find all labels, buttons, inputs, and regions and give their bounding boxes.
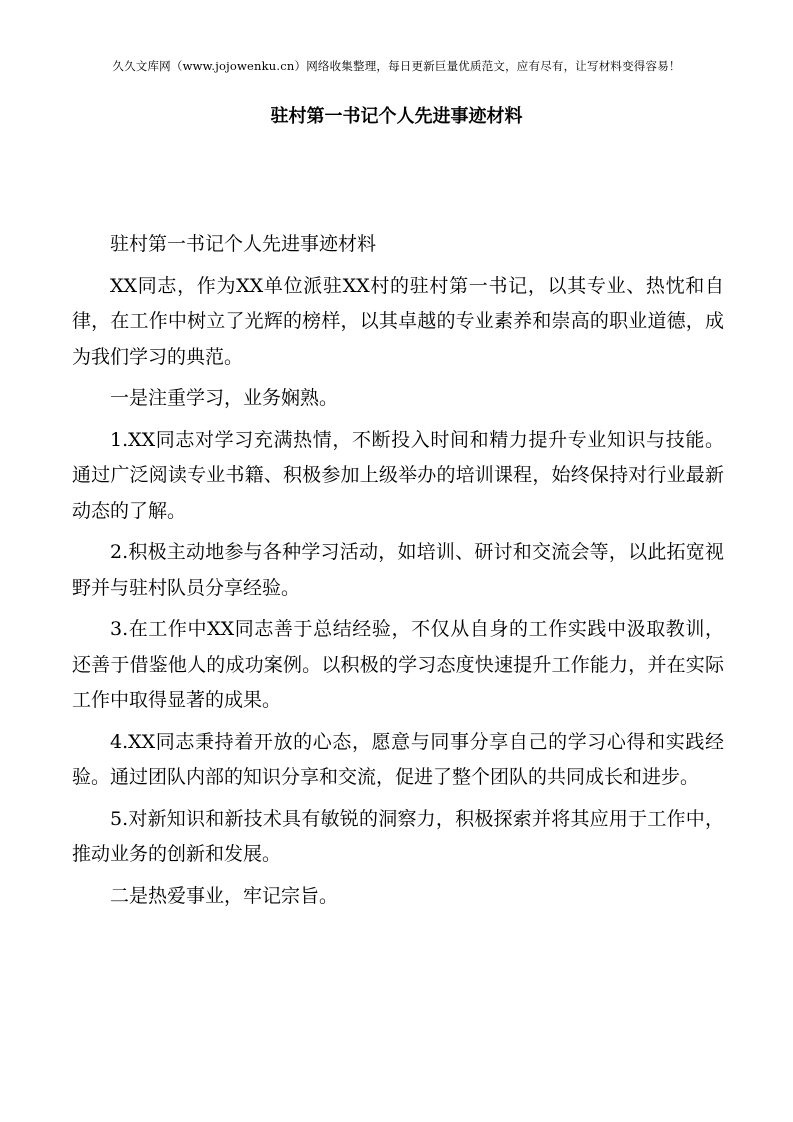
document-title: 驻村第一书记个人先进事迹材料	[270, 106, 523, 127]
site-banner: 久久文库网（www.jojowenku.cn）网络收集整理，每日更新巨量优质范文，应有尽有，让写材料变得容易！	[112, 59, 681, 73]
document-body	[72, 227, 724, 920]
list-item-5: 5.对新知识和新技术具有敏锐的洞察力，积极探索并将其应用于工作中，推动业务的创新和发展。	[72, 807, 724, 865]
list-item-1: 1.XX同志对学习充满热情，不断投入时间和精力提升专业知识与技能。通过广泛阅读专业书籍、积极参加上级举办的培训课程，始终保持对行业最新动态的了解。	[72, 428, 724, 522]
section-heading-1: 一是注重学习，业务娴熟。	[110, 387, 339, 409]
list-item-2: 2.积极主动地参与各种学习活动，如培训、研讨和交流会等，以此拓宽视野并与驻村队员分享经验。	[72, 541, 724, 599]
section-heading-2: 二是热爱事业，牢记宗旨。	[110, 884, 339, 907]
list-item-4: 4.XX同志秉持着开放的心态，愿意与同事分享自己的学习心得和实践经验。通过团队内部的知识分享和交流，促进了整个团队的共同成长和进步。	[72, 730, 724, 788]
subtitle-paragraph: 驻村第一书记个人先进事迹材料	[110, 233, 377, 255]
list-item-3: 3.在工作中XX同志善于总结经验，不仅从自身的工作实践中汲取教训，还善于借鉴他人的成功案例。以积极的学习态度快速提升工作能力，并在实际工作中取得显著的成果。	[72, 618, 724, 711]
intro-paragraph: XX同志，作为XX单位派驻XX村的驻村第一书记，以其专业、热忱和自律，在工作中树立了光辉的榜样，以其卓越的专业素养和崇高的职业道德，成为我们学习的典范。	[72, 274, 724, 368]
